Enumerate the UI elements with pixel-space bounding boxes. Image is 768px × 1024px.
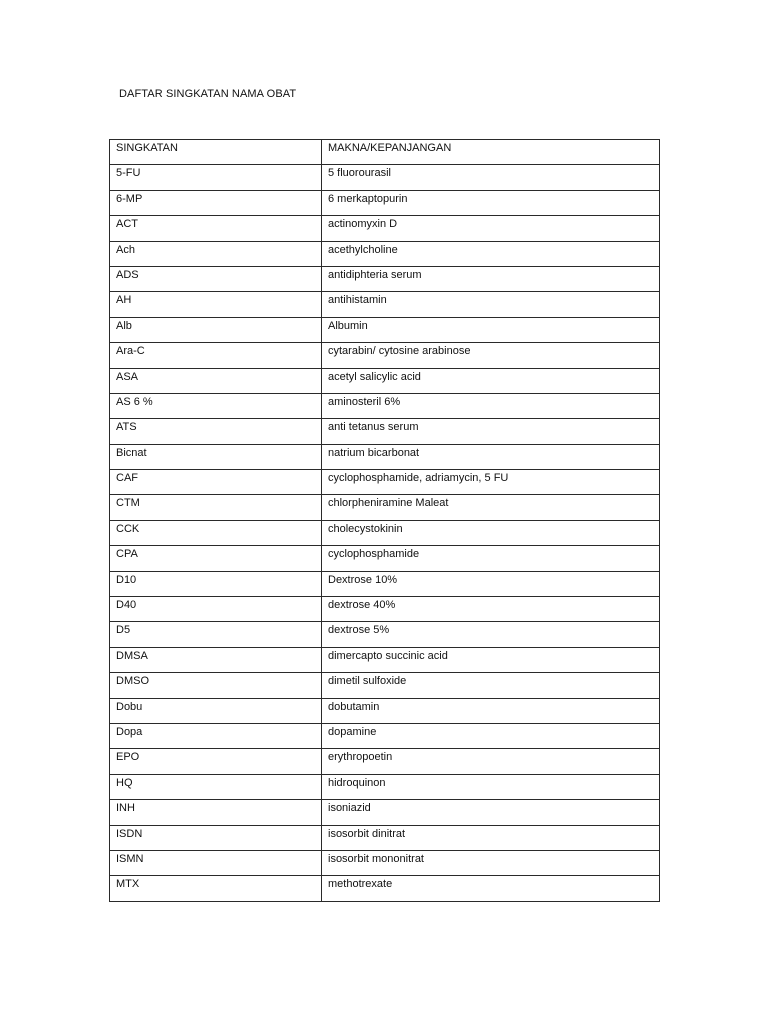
table-row [110,216,660,241]
table-row [110,393,660,418]
table-row [110,597,660,622]
cell-abbreviation: 5-FU [110,165,322,190]
cell-meaning: 6 merkaptopurin [322,190,660,215]
cell-abbreviation: Ara-C [110,343,322,368]
cell-meaning: dimercapto succinic acid [322,647,660,672]
cell-abbreviation: Dopa [110,723,322,748]
table-row [110,749,660,774]
cell-abbreviation: MTX [110,876,322,901]
cell-meaning: isosorbit dinitrat [322,825,660,850]
cell-meaning: acethylcholine [322,241,660,266]
cell-abbreviation: Bicnat [110,444,322,469]
table-body [110,140,660,902]
cell-meaning: dopamine [322,723,660,748]
cell-meaning: natrium bicarbonat [322,444,660,469]
table-row [110,800,660,825]
table-row [110,470,660,495]
cell-abbreviation: EPO [110,749,322,774]
table-row [110,241,660,266]
cell-meaning: antihistamin [322,292,660,317]
cell-abbreviation: DMSO [110,673,322,698]
cell-meaning: dextrose 40% [322,597,660,622]
cell-meaning: chlorpheniramine Maleat [322,495,660,520]
table-row [110,546,660,571]
table-row [110,292,660,317]
cell-abbreviation: CAF [110,470,322,495]
table-row [110,698,660,723]
header-cell-meaning: MAKNA/KEPANJANGAN [322,140,660,165]
cell-abbreviation: AH [110,292,322,317]
table-row [110,444,660,469]
cell-meaning: cyclophosphamide [322,546,660,571]
cell-abbreviation: ACT [110,216,322,241]
cell-meaning: anti tetanus serum [322,419,660,444]
cell-abbreviation: HQ [110,774,322,799]
cell-abbreviation: D40 [110,597,322,622]
cell-meaning: Albumin [322,317,660,342]
cell-meaning: erythropoetin [322,749,660,774]
abbreviation-table [109,139,660,902]
cell-meaning: hidroquinon [322,774,660,799]
table-row [110,622,660,647]
table-row [110,266,660,291]
table-row [110,673,660,698]
cell-abbreviation: CPA [110,546,322,571]
table-row [110,571,660,596]
cell-abbreviation: ISMN [110,850,322,875]
table-row [110,850,660,875]
table-row [110,825,660,850]
cell-meaning: dobutamin [322,698,660,723]
cell-abbreviation: AS 6 % [110,393,322,418]
cell-meaning: dimetil sulfoxide [322,673,660,698]
cell-meaning: actinomyxin D [322,216,660,241]
table-row [110,723,660,748]
table-row [110,647,660,672]
table-row [110,495,660,520]
cell-abbreviation: ISDN [110,825,322,850]
cell-abbreviation: ASA [110,368,322,393]
cell-abbreviation: 6-MP [110,190,322,215]
cell-meaning: isoniazid [322,800,660,825]
table-header-row [110,140,660,165]
cell-meaning: cytarabin/ cytosine arabinose [322,343,660,368]
cell-meaning: Dextrose 10% [322,571,660,596]
cell-meaning: cholecystokinin [322,520,660,545]
cell-abbreviation: Ach [110,241,322,266]
cell-abbreviation: D10 [110,571,322,596]
cell-abbreviation: Alb [110,317,322,342]
cell-abbreviation: D5 [110,622,322,647]
table-row [110,520,660,545]
cell-abbreviation: CCK [110,520,322,545]
cell-abbreviation: INH [110,800,322,825]
table-row [110,317,660,342]
cell-meaning: acetyl salicylic acid [322,368,660,393]
cell-meaning: 5 fluorourasil [322,165,660,190]
table-row [110,190,660,215]
cell-meaning: dextrose 5% [322,622,660,647]
table-row [110,419,660,444]
table-row [110,368,660,393]
table-row [110,343,660,368]
cell-meaning: aminosteril 6% [322,393,660,418]
cell-meaning: antidiphteria serum [322,266,660,291]
table-row [110,876,660,901]
page-title: DAFTAR SINGKATAN NAMA OBAT [119,88,297,100]
cell-abbreviation: ATS [110,419,322,444]
header-cell-abbreviation: SINGKATAN [110,140,322,165]
cell-meaning: methotrexate [322,876,660,901]
cell-abbreviation: ADS [110,266,322,291]
cell-meaning: isosorbit mononitrat [322,850,660,875]
cell-meaning: cyclophosphamide, adriamycin, 5 FU [322,470,660,495]
cell-abbreviation: CTM [110,495,322,520]
table-row [110,774,660,799]
cell-abbreviation: Dobu [110,698,322,723]
cell-abbreviation: DMSA [110,647,322,672]
table-row [110,165,660,190]
